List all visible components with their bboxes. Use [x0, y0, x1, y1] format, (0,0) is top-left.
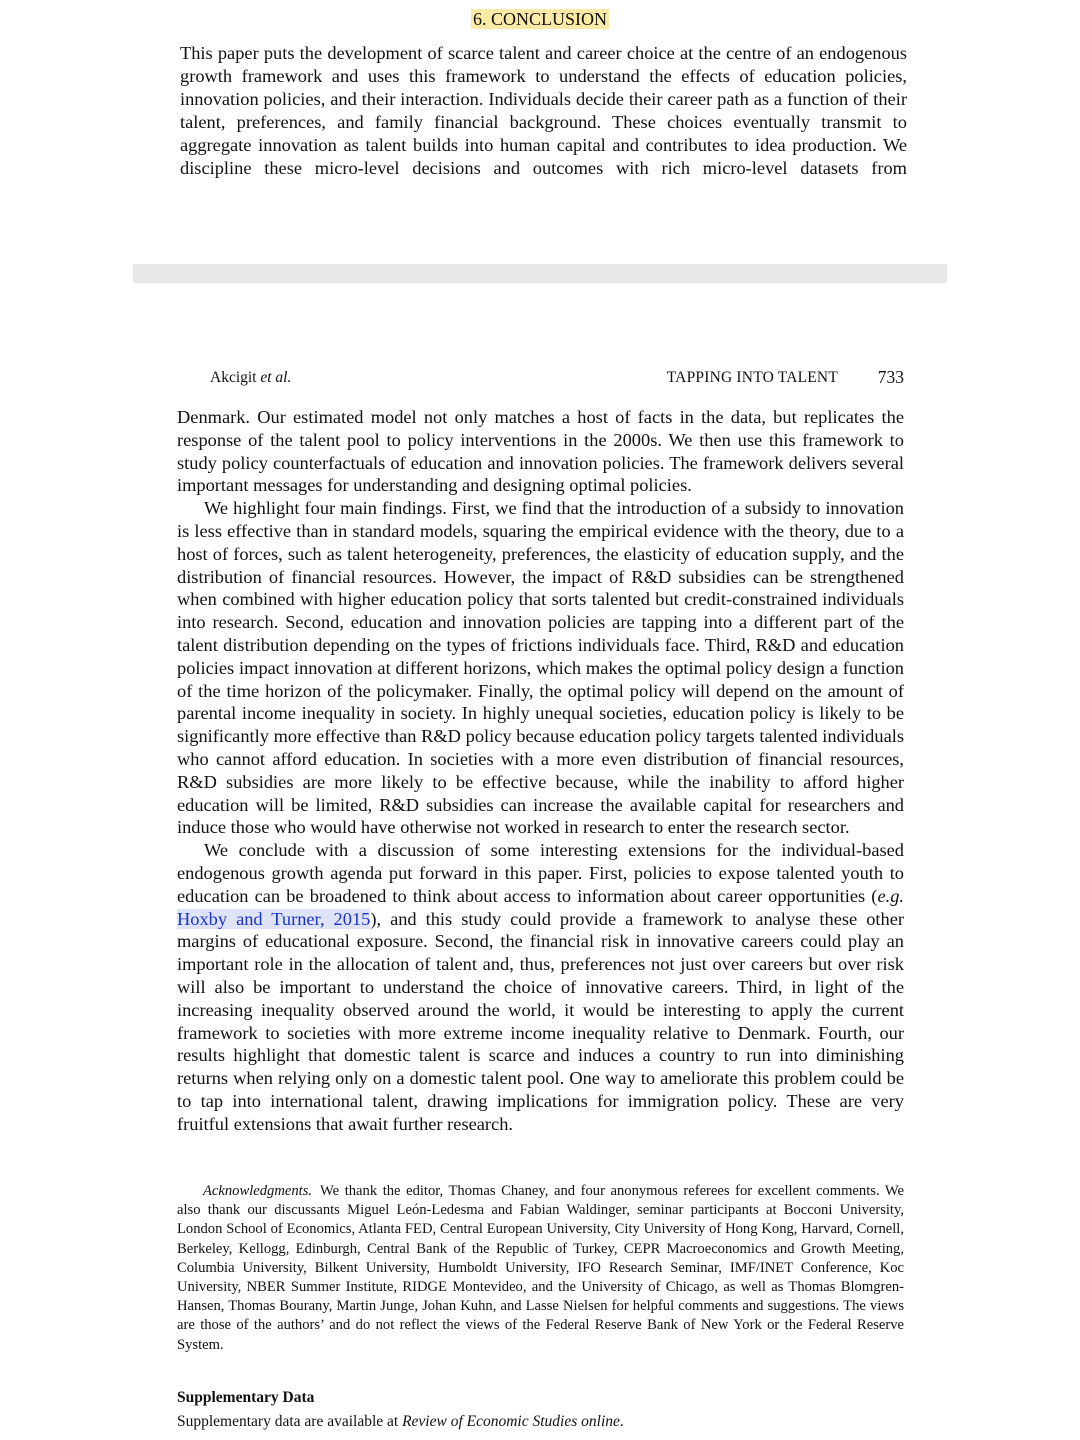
authors-suffix: et al. — [260, 369, 292, 386]
page-separator — [133, 264, 947, 283]
running-head — [210, 367, 904, 389]
acknowledgments-label: Acknowledgments. — [203, 1183, 313, 1199]
running-head-title: TAPPING INTO TALENT — [666, 369, 838, 386]
paragraph-3-after: ), and this study could provide a framework to analyse these other margins of educational exposure. Second, the financial risk in innovative careers could play an important role in the allocation of talent and, thus, preferences not just over careers but over risk will also be important to understand the choice of innovative careers. Third, in light of the increasing inequality observed around the world, it would be interesting to apply the current framework to societies with more extreme income inequality relative to Denmark. Fourth, our results highlight that domestic talent is scarce and induces a country to run into diminishing returns when relying only on a domestic talent pool. One way to ameliorate this problem could be to tap into international talent, drawing implications for immigration policy. These are very fruitful extensions that await further research. — [177, 908, 905, 1134]
conclusion-first-paragraph: This paper puts the development of scarce talent and career choice at the centre of an endogenous growth framework and uses this framework to understand the effects of education policies, innovation policies, and their interaction. Individuals decide their career path as a function of their talent, preferences, and family financial background. These choices eventually transmit to aggregate innovation as talent builds into human capital and contributes to idea production. We discipline these micro-level decisions and outcomes with rich micro-level datasets from — [180, 43, 907, 178]
acknowledgments-text: We thank the editor, Thomas Chaney, and four anonymous referees for excellent comments. We also thank our discussants Miguel León-Ledesma and Fabian Waldinger, seminar participants at Bocconi University, London School of Economics, Atlanta FED, Central European University, City University of Hong Kong, Harvard, Cornell, Berkeley, Kellogg, Edinburgh, Central Bank of the Republic of Turkey, CEPR Macroeconomics and Growth Meeting, Columbia University, Bilkent University, Humboldt University, IFO Research Seminar, IMF/INET Conference, Koc University, NBER Summer Institute, RIDGE Montevideo, and the University of Chicago, as well as Thomas Blomgren-Hansen, Thomas Bourany, Martin Junge, Johan Kuhn, and Lasse Nielsen for helpful comments and suggestions. The views are those of the authors’ and do not reflect the views of the Federal Reserve Bank of New York or the Federal Reserve System. — [177, 1183, 904, 1353]
page-number: 733 — [877, 367, 904, 387]
supplementary-text-before: Supplementary data are available at — [177, 1413, 403, 1430]
supplementary-journal: Review of Economic Studies online — [402, 1413, 620, 1430]
section-heading-text: 6. CONCLUSION — [472, 9, 607, 29]
supplementary-heading: Supplementary Data — [177, 1389, 315, 1406]
body-paragraph-3 — [177, 839, 904, 1135]
paragraph-3-eg: e.g. — [877, 885, 904, 906]
paragraph-3-before: We conclude with a discussion of some interesting extensions for the individual-based endogenous growth agenda put forward in this paper. First, policies to expose talented youth to education can be broadened to think about access to information about career opportunities ( — [177, 840, 904, 906]
body-paragraph-1: Denmark. Our estimated model not only matches a host of facts in the data, but replicates the response of the talent pool to policy interventions in the 2000s. We then use this framework to study policy counterfactuals of education and innovation policies. The framework delivers several important messages for understanding and designing optimal policies. — [177, 407, 904, 496]
running-head-authors — [210, 369, 291, 387]
section-heading — [0, 8, 1080, 30]
supplementary-text — [177, 1413, 624, 1431]
citation-link-hoxby-turner[interactable]: Hoxby and Turner, 2015 — [177, 908, 371, 929]
body-paragraph-2: We highlight four main findings. First, we find that the introduction of a subsidy to innovation is less effective than in standard models, squaring the empirical evidence with the theory, due to a host of forces, such as talent heterogeneity, preferences, the elasticity of education supply, and the distribution of financial resources. However, the impact of R&D subsidies can be strengthened when combined with higher education policy that sorts talented but credit-constrained individuals into research. Second, education and innovation policies are tapping into a different part of the talent distribution depending on the types of frictions individuals face. Third, R&D and education policies impact innovation at different horizons, which makes the optimal policy design a function of the time horizon of the policymaker. Finally, the optimal policy will depend on the amount of parental income inequality in society. In highly unequal societies, education policy is likely to be significantly more effective than R&D policy because education policy targets talented individuals who cannot afford education. In societies with a more even distribution of financial resources, R&D subsidies are more likely to be effective because, while the inability to afford higher education will be limited, R&D subsidies can increase the available capital for researchers and induce those who would have otherwise not worked in research to enter the research sector. — [177, 498, 904, 838]
acknowledgments — [177, 1182, 904, 1355]
authors-name: Akcigit — [210, 369, 257, 386]
conclusion-body — [177, 406, 904, 1136]
supplementary-text-after: . — [619, 1413, 624, 1430]
